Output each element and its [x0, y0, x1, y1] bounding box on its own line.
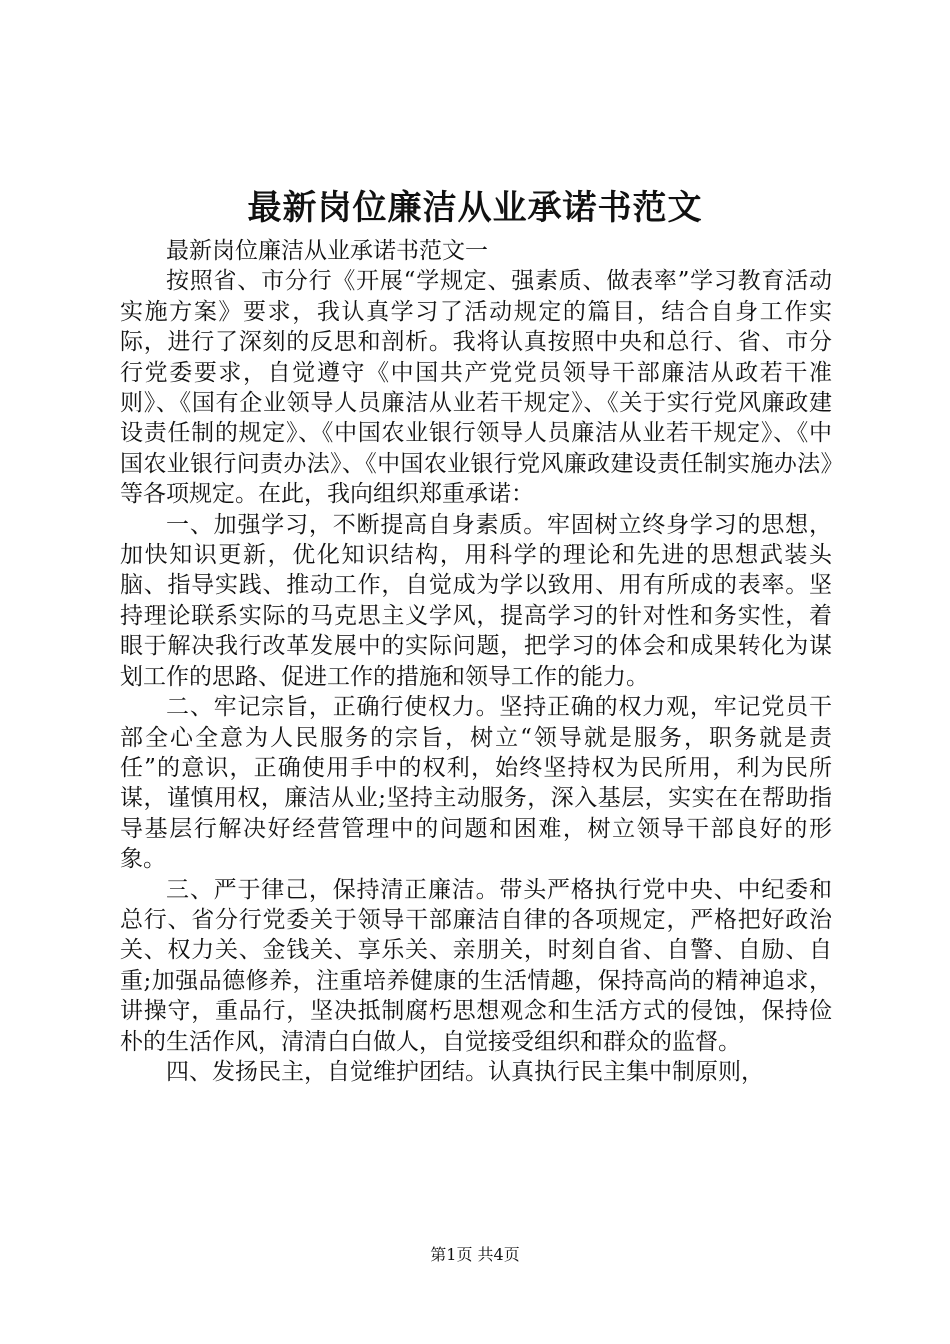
page-title: 最新岗位廉洁从业承诺书范文	[247, 188, 703, 228]
paragraph-1: 一、加强学习，不断提高自身素质。牢固树立终身学习的思想，加快知识更新，优化知识结构，用科学的理论和先进的思想武装头脑、指导实践、推动工作，自觉成为学以致用、用有所成的表率。坚持理论联系实际的马克思主义学风，提高学习的针对性和务实性，着眼于解决我行改革发展中的实际问题，把学习的体会和成果转化为谋划工作的思路、促进工作的措施和领导工作的能力。	[120, 511, 832, 690]
page-footer: 第1页 共4页	[430, 1245, 520, 1264]
document-subtitle: 最新岗位廉洁从业承诺书范文一	[166, 238, 488, 264]
paragraph-3: 三、严于律己，保持清正廉洁。带头严格执行党中央、中纪委和总行、省分行党委关于领导干部廉洁自律的各项规定，严格把好政治关、权力关、金钱关、享乐关、亲朋关，时刻自省、自警、自励、自重;加强品德修养，注重培养健康的生活情趣，保持高尚的精神追求，讲操守，重品行，坚决抵制腐朽思想观念和生活方式的侵蚀，保持俭朴的生活作风，清清白白做人，自觉接受组织和群众的监督。	[120, 876, 832, 1055]
paragraph-intro: 按照省、市分行《开展“学规定、强素质、做表率”学习教育活动实施方案》要求，我认真学习了活动规定的篇目，结合自身工作实际，进行了深刻的反思和剖析。我将认真按照中央和总行、省、市分行党委要求，自觉遵守《中国共产党党员领导干部廉洁从政若干准则》、《国有企业领导人员廉洁从业若干规定》、《关于实行党风廉政建设责任制的规定》、《中国农业银行领导人员廉洁从业若干规定》、《中国农业银行问责办法》、《中国农业银行党风廉政建设责任制实施办法》等各项规定。在此，我向组织郑重承诺：	[120, 268, 832, 508]
paragraph-4: 四、发扬民主，自觉维护团结。认真执行民主集中制原则，	[166, 1058, 764, 1085]
paragraph-2: 二、牢记宗旨，正确行使权力。坚持正确的权力观，牢记党员干部全心全意为人民服务的宗旨，树立“领导就是服务，职务就是责任”的意识，正确使用手中的权利，始终坚持权为民所用，利为民所谋，谨慎用权，廉洁从业;坚持主动服务，深入基层，实实在在帮助指导基层行解决好经营管理中的问题和困难，树立领导干部良好的形象。	[120, 694, 832, 873]
document-body	[120, 236, 832, 1087]
